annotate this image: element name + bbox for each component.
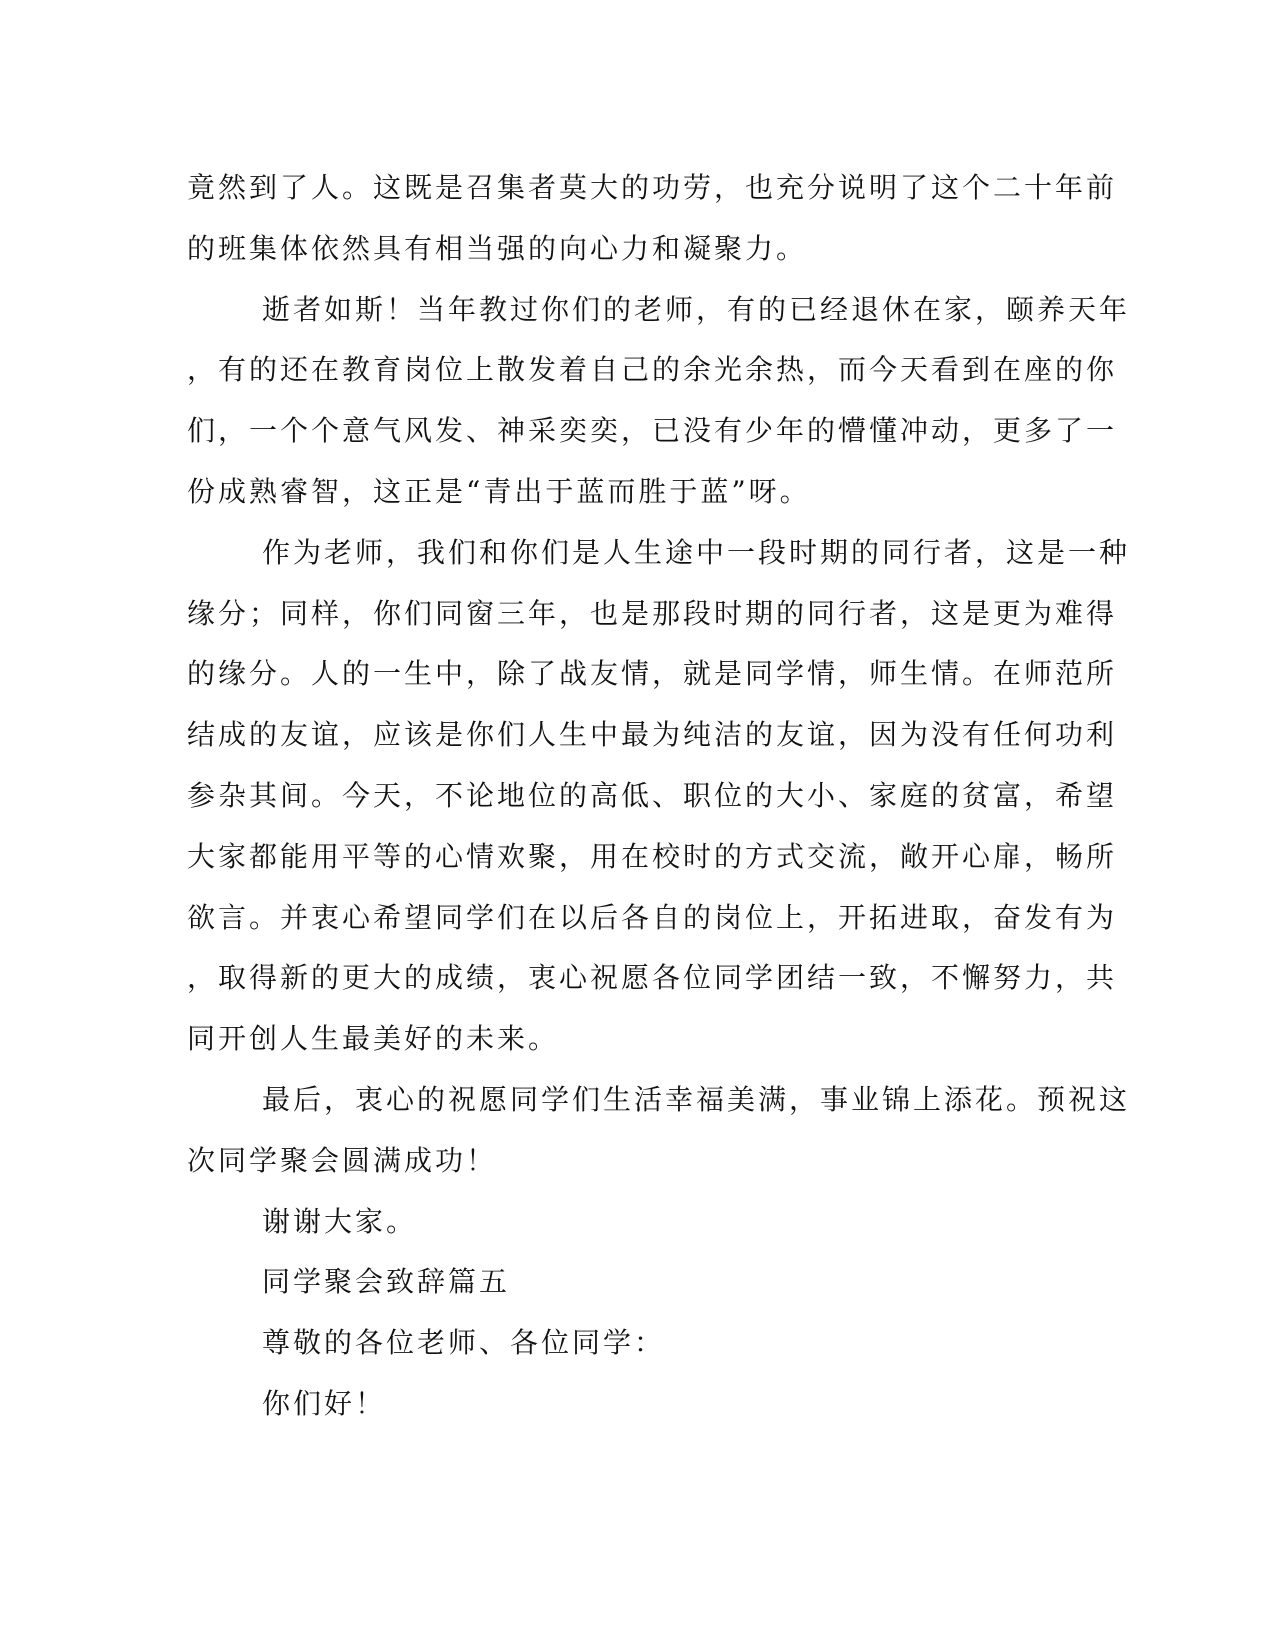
- document-body: [187, 158, 1131, 1435]
- text-line: 份成熟睿智，这正是“青出于蓝而胜于蓝”呀。: [187, 474, 811, 508]
- text-line: 的班集体依然具有相当强的向心力和凝聚力。: [187, 231, 808, 265]
- text-line: 大家都能用平等的心情欢聚，用在校时的方式交流，敞开心扉，畅所: [187, 839, 1118, 873]
- text-line: 谢谢大家。: [262, 1204, 418, 1238]
- text-line: 作为老师，我们和你们是人生途中一段时期的同行者，这是一种: [262, 535, 1131, 569]
- text-line: 参杂其间。今天，不论地位的高低、职位的大小、家庭的贫富，希望: [187, 778, 1118, 812]
- text-line: 们，一个个意气风发、神采奕奕，已没有少年的懵懂冲动，更多了一: [187, 414, 1118, 448]
- text-line: 最后，衷心的祝愿同学们生活幸福美满，事业锦上添花。预祝这: [262, 1082, 1131, 1116]
- text-line: 结成的友谊，应该是你们人生中最为纯洁的友谊，因为没有任何功利: [187, 718, 1118, 752]
- text-line: ，有的还在教育岗位上散发着自己的余光余热，而今天看到在座的你: [187, 353, 1118, 387]
- text-line: 竟然到了人。这既是召集者莫大的功劳，也充分说明了这个二十年前: [187, 171, 1118, 204]
- salutation: 尊敬的各位老师、各位同学：: [262, 1326, 666, 1360]
- text-line: 缘分；同样，你们同窗三年，也是那段时期的同行者，这是更为难得: [187, 596, 1118, 630]
- section-heading: 同学聚会致辞篇五: [262, 1265, 511, 1299]
- text-line: 逝者如斯！当年教过你们的老师，有的已经退休在家，颐养天年: [262, 292, 1131, 326]
- text-line: 次同学聚会圆满成功！: [187, 1143, 498, 1177]
- greeting: 你们好！: [262, 1386, 387, 1420]
- text-line: 欲言。并衷心希望同学们在以后各自的岗位上，开拓进取，奋发有为: [187, 900, 1118, 934]
- text-line: 同开创人生最美好的未来。: [187, 1022, 560, 1056]
- text-line: 的缘分。人的一生中，除了战友情，就是同学情，师生情。在师范所: [187, 657, 1118, 691]
- text-line: ，取得新的更大的成绩，衷心祝愿各位同学团结一致，不懈努力，共: [187, 961, 1118, 995]
